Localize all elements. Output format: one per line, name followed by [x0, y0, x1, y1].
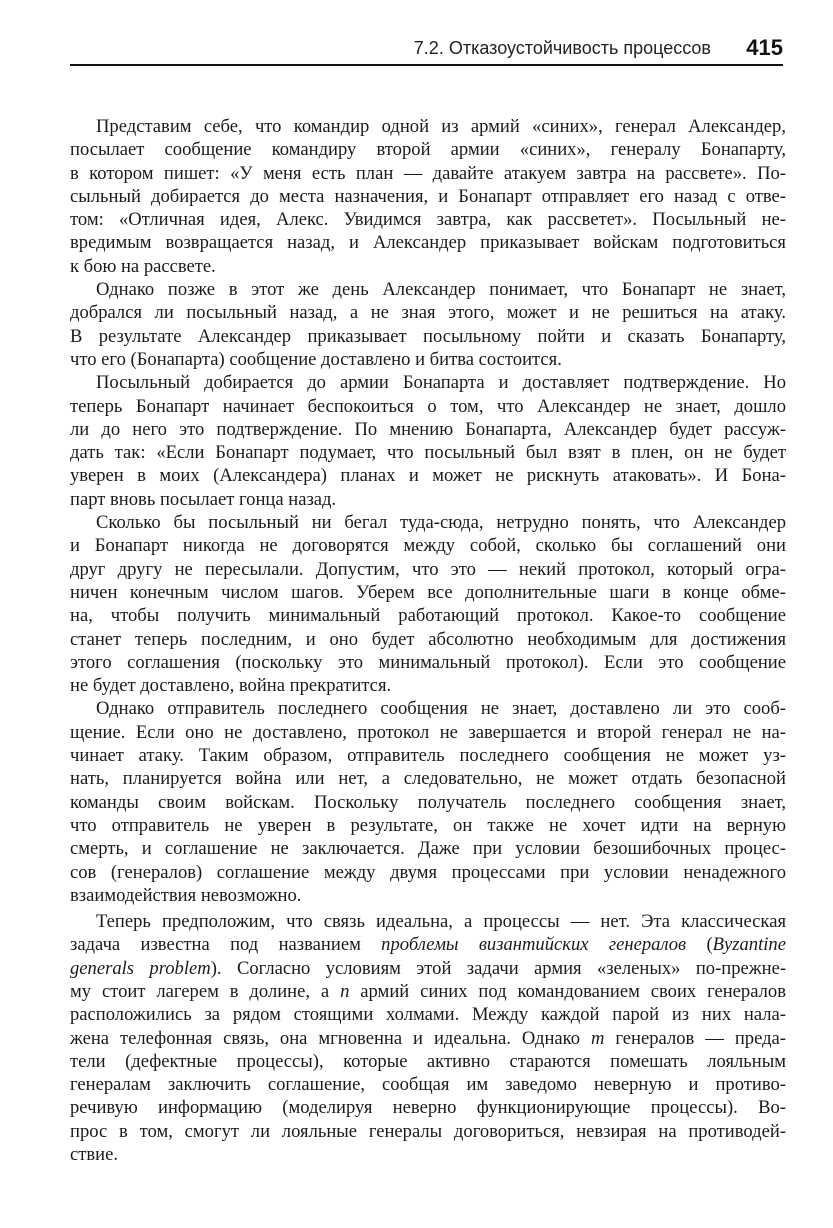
- text-line: тели (дефектные процессы), которые активно стараются помешать лояльным: [70, 1050, 786, 1072]
- text-line: что отправитель не уверен в результате, он также не хочет идти на верную: [70, 814, 786, 836]
- text-line: Однако позже в этот же день Александер понимает, что Бонапарт не знает,: [96, 279, 786, 301]
- text-line: Сколько бы посыльный ни бегал туда-сюда, нетрудно понять, что Александер: [96, 512, 786, 534]
- text-line: нать, планируется война или нет, а следовательно, не может отдать безопасной: [70, 768, 786, 790]
- term-english: Byzantine: [712, 934, 786, 956]
- text-line: [70, 933, 786, 956]
- text-line: сов (генералов) соглашение между двумя процессами при условии ненадежного: [70, 861, 786, 883]
- running-header: [70, 35, 783, 66]
- text-line: к бою на рассвете.: [70, 255, 216, 277]
- text-line: не будет доставлено, война прекратится.: [70, 675, 392, 697]
- text-line: том: «Отличная идея, Алекс. Увидимся завтра, как рассветет». Посыльный не-: [70, 209, 786, 231]
- text-line: уверен в моих (Александера) планах и может не рискнуть атаковать». И Бона-: [70, 465, 786, 487]
- text-line: на, чтобы получить минимальный работающий протокол. Какое-то сообщение: [70, 605, 786, 627]
- term-russian: проблемы византийских генералов: [381, 934, 687, 956]
- text-line: чинает атаку. Таким образом, отправитель последнего сообщения не может уз-: [70, 745, 786, 767]
- term-english: generals problem: [70, 957, 211, 979]
- text-line: смерть, и соглашение не заключается. Даже при условии безошибочных процес-: [70, 838, 786, 860]
- text-line: В результате Александер приказывает посыльному пойти и сказать Бонапарту,: [70, 325, 786, 347]
- text-line: Теперь предположим, что связь идеальна, а процессы — нет. Эта классическая: [96, 911, 786, 933]
- text-line: генералам заключить соглашение, сообщая им заведомо неверную и противо-: [70, 1074, 786, 1096]
- text-run: му стоит лагерем в долине, а: [70, 980, 341, 1002]
- text-run: генералов — преда-: [604, 1027, 786, 1049]
- section-title: 7.2. Отказоустойчивость процессов: [413, 38, 711, 58]
- text-line: посылает сообщение командиру второй армии «синих», генералу Бонапарту,: [70, 139, 786, 161]
- text-line: этого соглашения (поскольку это минимальный протокол). Если это сообщение: [70, 651, 786, 673]
- page-number: 415: [746, 35, 783, 60]
- text-line: [70, 1027, 786, 1050]
- text-line: ли до него это подтверждение. По мнению Бонапарта, Александер будет рассуж-: [70, 418, 786, 440]
- body-text: [70, 115, 786, 1166]
- text-line: и Бонапарт никогда не договорятся между собой, сколько бы соглашений они: [70, 535, 786, 557]
- variable-m: m: [591, 1027, 605, 1049]
- paragraph-3: [70, 371, 786, 511]
- text-run: армий синих под командованием своих генералов: [349, 980, 786, 1002]
- paragraph-4: [70, 511, 786, 697]
- text-line: прос в том, смогут ли лояльные генералы договориться, невзирая на противодей-: [70, 1120, 786, 1142]
- text-run: задача известна под названием: [70, 934, 382, 956]
- text-line: [70, 980, 786, 1003]
- text-line: ничен конечным числом шагов. Уберем все дополнительные шаги в конце обме-: [70, 581, 786, 603]
- text-line: в котором пишет: «У меня есть план — давайте атакуем завтра на рассвете». По-: [70, 162, 786, 184]
- text-line: Посыльный добирается до армии Бонапарта и доставляет подтверждение. Но: [96, 372, 786, 394]
- text-line: добрался ли посыльный назад, а не зная этого, может и не решиться на атаку.: [70, 302, 786, 324]
- text-line: друг другу не пересылали. Допустим, что это — некий протокол, который огра-: [70, 558, 786, 580]
- text-line: расположились за рядом стоящими холмами. Между каждой парой из них нала-: [70, 1004, 786, 1026]
- paragraph-6: [70, 910, 786, 1166]
- text-line: [70, 957, 786, 980]
- text-run: ). Согласно условиям этой задачи армия «зеленых» по-прежне-: [210, 957, 787, 979]
- text-line: Представим себе, что командир одной из армий «синих», генерал Александер,: [96, 116, 786, 137]
- text-line: станет теперь последним, и оно будет абсолютно необходимым для достижения: [70, 628, 786, 650]
- text-line: вредимым возвращается назад, и Александер приказывает войскам подготовиться: [70, 232, 786, 254]
- text-line: взаимодействия невозможно.: [70, 884, 302, 906]
- text-line: щение. Если оно не доставлено, протокол не завершается и второй генерал не на-: [70, 721, 786, 743]
- paragraph-2: [70, 278, 786, 371]
- paragraph-1: [70, 115, 786, 278]
- text-run: (: [686, 934, 713, 956]
- text-run: жена телефонная связь, она мгновенна и идеальна. Однако: [70, 1027, 592, 1049]
- text-line: что его (Бонапарта) сообщение доставлено и битва состоится.: [70, 348, 562, 370]
- text-line: ствие.: [70, 1144, 119, 1166]
- text-line: дать так: «Если Бонапарт подумает, что посыльный был взят в плен, он не будет: [70, 442, 786, 464]
- text-line: речивую информацию (моделируя неверно функционирующие процессы). Во-: [70, 1097, 786, 1119]
- paragraph-5: [70, 697, 786, 907]
- text-line: Однако отправитель последнего сообщения не знает, доставлено ли это сооб-: [96, 698, 786, 720]
- text-line: команды своим войскам. Поскольку получатель последнего сообщения знает,: [70, 791, 786, 813]
- text-line: парт вновь посылает гонца назад.: [70, 488, 337, 510]
- text-line: сыльный добирается до места назначения, и Бонапарт отправляет его назад с отве-: [70, 185, 786, 207]
- variable-n: n: [340, 980, 350, 1002]
- text-line: теперь Бонапарт начинает беспокоиться о том, что Александер не знает, дошло: [70, 395, 786, 417]
